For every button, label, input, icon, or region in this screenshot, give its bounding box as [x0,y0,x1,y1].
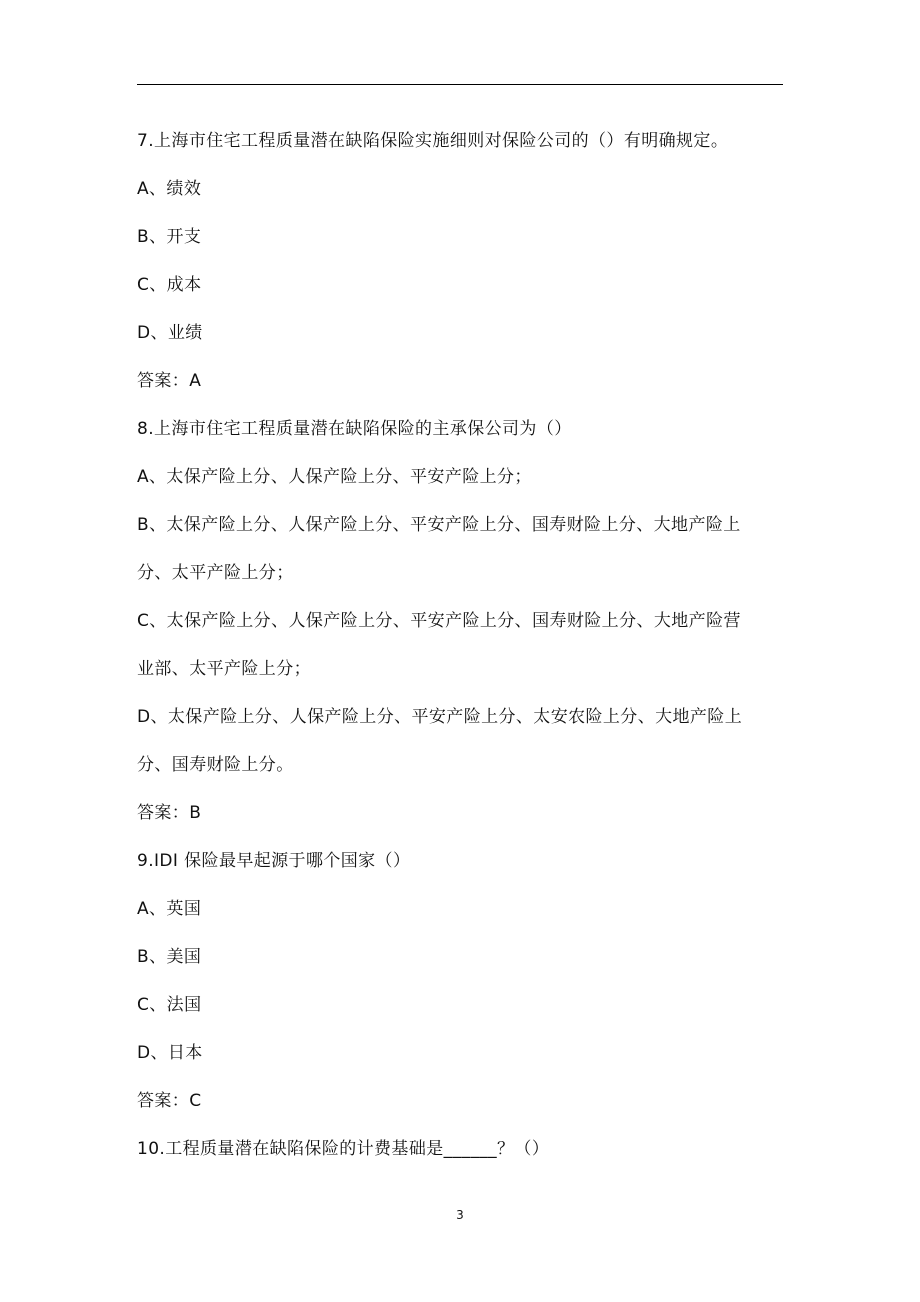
question-8-option-a: A、太保产险上分、人保产险上分、平安产险上分； [137,467,532,487]
question-8-text: 8.上海市住宅工程质量潜在缺陷保险的主承保公司为（） [137,419,572,439]
document-body [137,117,785,1173]
question-7-option-d: D、业绩 [137,323,203,343]
question-7-option-a: A、绩效 [137,179,202,199]
question-7-answer: 答案：A [137,371,202,391]
question-8-option-d-line2: 分、国寿财险上分。 [137,755,294,775]
question-8-option-c-line1: C、太保产险上分、人保产险上分、平安产险上分、国寿财险上分、大地产险营 [137,611,741,631]
question-9-option-a: A、英国 [137,899,202,919]
question-7-option-b: B、开支 [137,227,202,247]
question-9-option-b: B、美国 [137,947,202,967]
question-8-option-b-line1: B、太保产险上分、人保产险上分、平安产险上分、国寿财险上分、大地产险上 [137,515,741,535]
question-8-answer: 答案：B [137,803,202,823]
question-9-text: 9.IDI 保险最早起源于哪个国家（） [137,851,411,871]
question-7-text: 7.上海市住宅工程质量潜在缺陷保险实施细则对保险公司的（）有明确规定。 [137,131,729,151]
question-9-answer: 答案：C [137,1091,202,1111]
question-7-option-c: C、成本 [137,275,202,295]
question-9-option-c: C、法国 [137,995,202,1015]
header-divider [137,84,783,85]
question-8-option-b-line2: 分、太平产险上分； [137,563,294,583]
question-8-option-c-line2: 业部、太平产险上分； [137,659,311,679]
page-number: 3 [456,1208,464,1222]
question-9-option-d: D、日本 [137,1043,203,1063]
question-10-text: 10.工程质量潜在缺陷保险的计费基础是______？（） [137,1139,550,1159]
question-8-option-d-line1: D、太保产险上分、人保产险上分、平安产险上分、太安农险上分、大地产险上 [137,707,743,727]
